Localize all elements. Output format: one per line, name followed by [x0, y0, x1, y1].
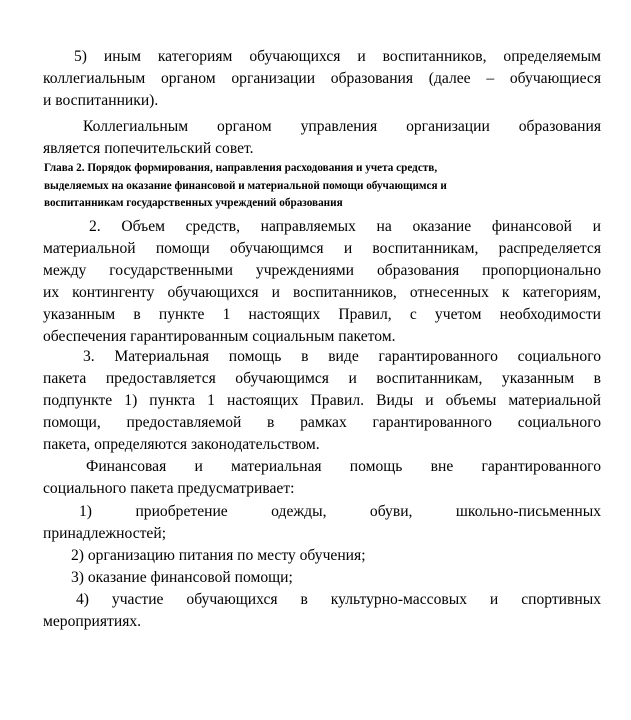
text-line: Коллегиальным органом управления организации образования: [83, 118, 601, 135]
text-line: 3. Материальная помощь в виде гарантированного социального: [83, 348, 601, 365]
text-line: и воспитанники).: [43, 92, 159, 109]
text-line: между государственными учреждениями образования пропорционально: [43, 262, 601, 279]
text-line: подпункте 1) пункта 1 настоящих Правил. Виды и объемы материальной: [43, 392, 601, 409]
text-line: мероприятиях.: [43, 613, 142, 630]
text-line: помощи, предоставляемой в рамках гарантированного социального: [43, 414, 601, 431]
paragraph-aid-outside-package: [43, 456, 601, 500]
text-line: 2. Объем средств, направляемых на оказание финансовой и: [89, 218, 601, 235]
text-line: социального пакета предусматривает:: [43, 480, 295, 497]
text-line: Финансовая и материальная помощь вне гарантированного: [86, 458, 601, 475]
text-line: 1) приобретение одежды, обуви, школьно-письменных: [79, 503, 601, 520]
text-line: их контингенту обучающихся и воспитанников, отнесенных к категориям,: [43, 284, 601, 301]
text-line: 5) иным категориям обучающихся и воспитанников, определяемым: [74, 48, 601, 65]
heading-line: Глава 2. Порядок формирования, направления расходования и учета средств,: [44, 162, 438, 174]
heading-line: воспитанникам государственных учреждений образования: [44, 197, 343, 209]
text-line: является попечительский совет.: [43, 140, 254, 157]
list-item-2: [43, 545, 601, 567]
list-item-1: [43, 501, 601, 545]
paragraph-item-3: [43, 346, 601, 456]
chapter-heading: [44, 160, 602, 213]
list-item-4: [43, 589, 601, 633]
text-line: коллегиальным органом организации образования (далее – обучающиеся: [43, 70, 601, 87]
heading-line: выделяемых на оказание финансовой и материальной помощи обучающимся и: [44, 179, 447, 192]
text-line: пакета предоставляется обучающимся и воспитанникам, указанным в: [43, 370, 601, 387]
text-line: 4) участие обучающихся в культурно-массовых и спортивных: [76, 591, 601, 608]
text-line: принадлежностей;: [43, 525, 167, 542]
text-line: 3) оказание финансовой помощи;: [71, 569, 293, 586]
paragraph-collegial-body: [43, 116, 601, 160]
text-line: 2) организацию питания по месту обучения;: [71, 547, 366, 564]
text-line: материальной помощи обучающимся и воспитанникам, распределяется: [43, 240, 601, 257]
text-line: обеспечения гарантированным социальным пакетом.: [43, 328, 396, 345]
text-line: указанным в пункте 1 настоящих Правил, с учетом необходимости: [43, 306, 601, 323]
list-item-3: [43, 567, 601, 589]
paragraph-item-2: [43, 216, 601, 348]
paragraph-item-5: [43, 46, 601, 112]
text-line: пакета, определяются законодательством.: [43, 436, 320, 453]
